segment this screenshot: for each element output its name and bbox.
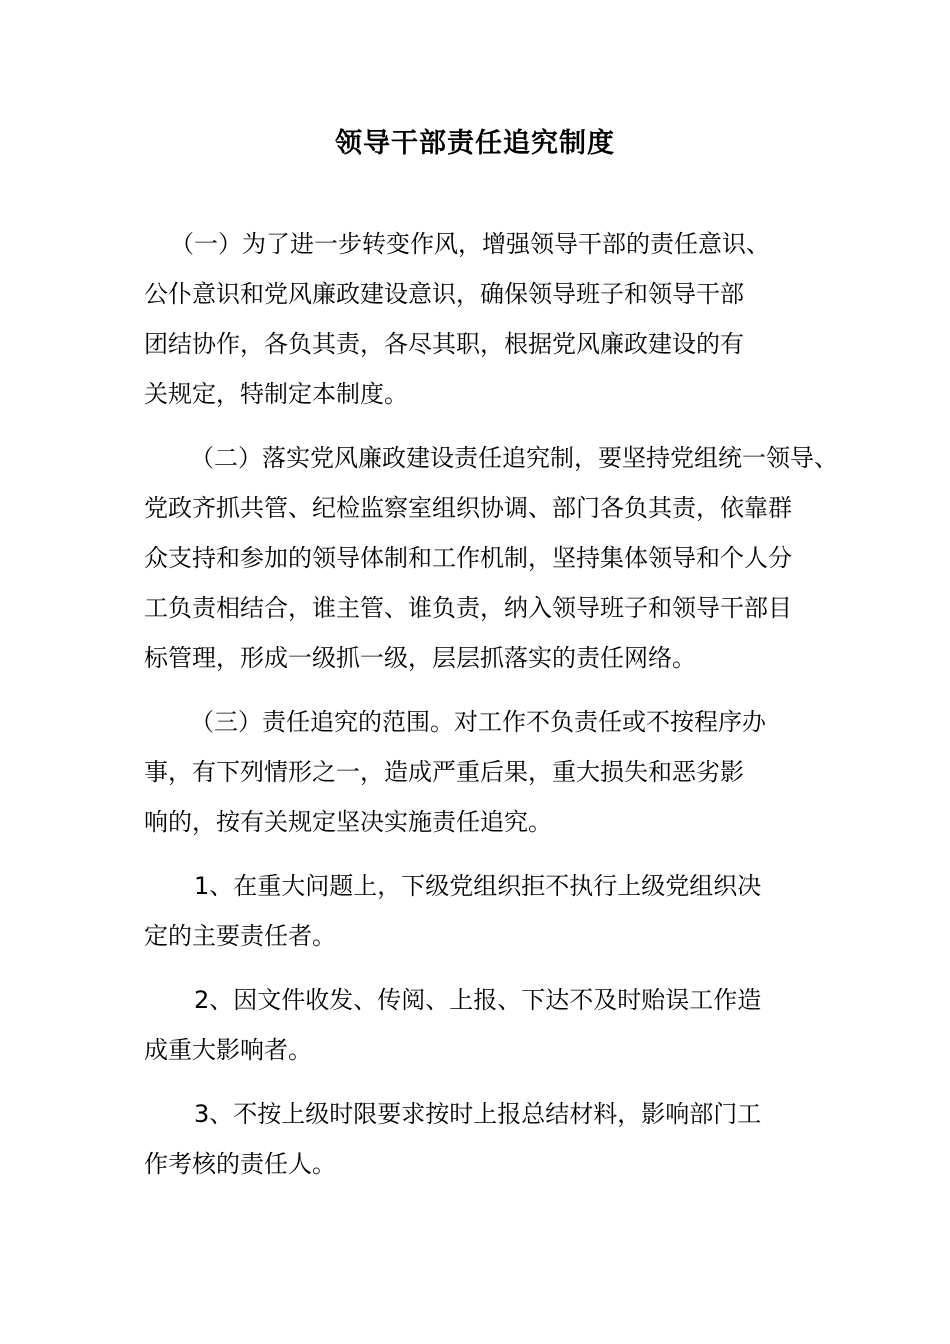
paragraph-2-line-5: 标管理，形成一级抓一级，层层抓落实的责任网络。 — [144, 644, 696, 672]
item-3-line-2: 作考核的责任人。 — [144, 1150, 336, 1178]
paragraph-2-line-1: （二）落实党风廉政建设责任追究制，要坚持党组统一领导、 — [190, 444, 838, 472]
paragraph-1-line-2: 公仆意识和党风廉政建设意识，确保领导班子和领导干部 — [144, 280, 744, 308]
item-3-line-1: 3、不按上级时限要求按时上报总结材料，影响部门工 — [194, 1100, 762, 1128]
item-1-line-2: 定的主要责任者。 — [144, 922, 336, 950]
paragraph-3-line-1: （三）责任追究的范围。对工作不负责任或不按程序办 — [190, 708, 766, 736]
document-title: 领导干部责任追究制度 — [335, 128, 615, 159]
item-2-line-1: 2、因文件收发、传阅、上报、下达不及时贻误工作造 — [194, 986, 762, 1014]
paragraph-1-line-4: 关规定，特制定本制度。 — [144, 380, 408, 408]
paragraph-2-line-4: 工负责相结合，谁主管、谁负责，纳入领导班子和领导干部目 — [144, 594, 792, 622]
item-1-line-1: 1、在重大问题上，下级党组织拒不执行上级党组织决 — [194, 872, 762, 900]
item-2-line-2: 成重大影响者。 — [144, 1036, 312, 1064]
paragraph-1-line-3: 团结协作，各负其责，各尽其职，根据党风廉政建设的有 — [144, 330, 744, 358]
paragraph-2-line-2: 党政齐抓共管、纪检监察室组织协调、部门各负其责，依靠群 — [144, 494, 792, 522]
paragraph-1-line-1: （一）为了进一步转变作风，增强领导干部的责任意识、 — [170, 230, 770, 258]
paragraph-2-line-3: 众支持和参加的领导体制和工作机制，坚持集体领导和个人分 — [144, 544, 792, 572]
paragraph-3-line-3: 响的，按有关规定坚决实施责任追究。 — [144, 808, 552, 836]
paragraph-3-line-2: 事，有下列情形之一，造成严重后果，重大损失和恶劣影 — [144, 758, 744, 786]
